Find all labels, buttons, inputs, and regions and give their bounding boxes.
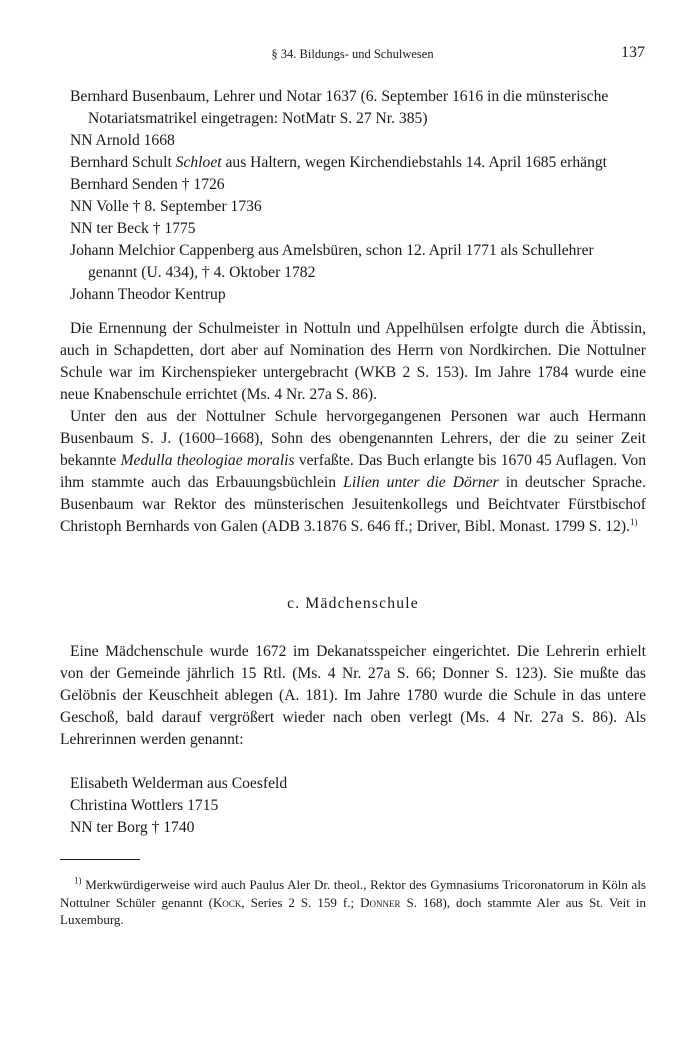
teacher-list bbox=[60, 86, 646, 306]
text-run: in deutscher Sprache. Busenbaum war Rektor des münsterischen Jesuitenkollegs und Beichtvater Fürstbischof Christoph Bernhards von Galen (ADB 3.1876 S. 646 ff.; Driver, Bibl. Monast. 1799 S. 12). bbox=[60, 474, 646, 535]
book-title: Lilien unter die Dörner bbox=[343, 474, 499, 491]
running-head: § 34. Bildungs- und Schulwesen bbox=[271, 47, 434, 61]
name-variant: Schloet bbox=[175, 154, 222, 171]
list-item: Bernhard Senden † 1726 bbox=[70, 176, 225, 193]
paragraph-girls-school: Eine Mädchenschule wurde 1672 im Dekanatsspeicher eingerichtet. Die Lehrerin erhielt von der Gemeinde jährlich 15 Rtl. (Ms. 4 Nr. 27a S. 66; Donner S. 123). Sie mußte das Gelöbnis der Keuschheit ablegen (A. 181). Im Jahre 1780 wurde die Schule in das untere Geschoß, bald darauf vergrößert wieder nach oben verlegt (Ms. 4 Nr. 27a S. 86). Als Lehrerinnen werden genannt: bbox=[60, 643, 646, 748]
list-item: NN ter Beck † 1775 bbox=[70, 220, 196, 237]
list-item: Bernhard Busenbaum, Lehrer und Notar 1637 (6. September 1616 in die münsterische Notariatsmatrikel eingetragen: NotMatr S. 27 Nr. 385) bbox=[70, 88, 609, 127]
footnote-separator bbox=[60, 859, 140, 860]
list-item: NN Arnold 1668 bbox=[70, 132, 175, 149]
footnote-mark: 1) bbox=[74, 875, 82, 886]
female-teacher-list bbox=[60, 773, 646, 839]
list-item: Johann Theodor Kentrup bbox=[70, 286, 226, 303]
text-run: Merkwürdigerweise wird auch Paulus Aler Dr. theol., Rektor des Gymnasiums Tricoronatorum in Köln als Nottulner Schüler genannt ( bbox=[60, 877, 646, 910]
page-number: 137 bbox=[621, 44, 645, 61]
list-item: Christina Wottlers 1715 bbox=[70, 797, 219, 814]
list-item: Johann Melchior Cappenberg aus Amelsbüren, schon 12. April 1771 als Schullehrer genannt (U. 434), † 4. Oktober 1782 bbox=[70, 242, 594, 281]
author-name: Kock bbox=[213, 894, 242, 910]
author-name: Donner bbox=[360, 894, 401, 910]
section-heading: c. Mädchenschule bbox=[287, 595, 419, 612]
text-run: , Series 2 S. 159 f.; bbox=[241, 894, 361, 910]
footnote-reference[interactable]: 1) bbox=[629, 516, 638, 527]
text-run: S. 168), doch stammte Aler aus St. Veit in Luxemburg. bbox=[60, 894, 646, 927]
paragraph-appointment: Die Ernennung der Schulmeister in Nottuln und Appelhülsen erfolgte durch die Äbtissin, auch in Schapdetten, dort aber auf Nomination des Herrn von Nordkirchen. Die Nottulner Schule war im Kirchenspieker untergebracht (WKB 2 S. 153). Im Jahre 1784 wurde eine neue Knabenschule errichtet (Ms. 4 Nr. 27a S. 86). bbox=[60, 320, 646, 403]
paragraph-busenbaum bbox=[60, 406, 646, 538]
list-item bbox=[70, 152, 646, 174]
footnote bbox=[60, 876, 646, 929]
list-item: NN Volle † 8. September 1736 bbox=[70, 198, 262, 215]
text-run: verfaßte. Das Buch erlangte bis 1670 45 Auflagen. Von ihm stammte auch das Erbauungsbüchlein bbox=[60, 452, 646, 491]
list-item: NN ter Borg † 1740 bbox=[70, 819, 195, 836]
list-item-text: aus Haltern, wegen Kirchendiebstahls 14. April 1685 erhängt bbox=[221, 154, 607, 171]
page-header bbox=[60, 44, 645, 66]
list-item: Elisabeth Welderman aus Coesfeld bbox=[70, 775, 288, 792]
book-title: Medulla theologiae moralis bbox=[120, 452, 295, 469]
list-item-text: Bernhard Schult bbox=[70, 154, 176, 171]
text-run: Unter den aus der Nottulner Schule hervorgegangenen Personen war auch Hermann Busenbaum S. J. (1600–1668), Sohn des obengenannten Lehrers, der die zu seiner Zeit bekannte bbox=[60, 408, 646, 469]
